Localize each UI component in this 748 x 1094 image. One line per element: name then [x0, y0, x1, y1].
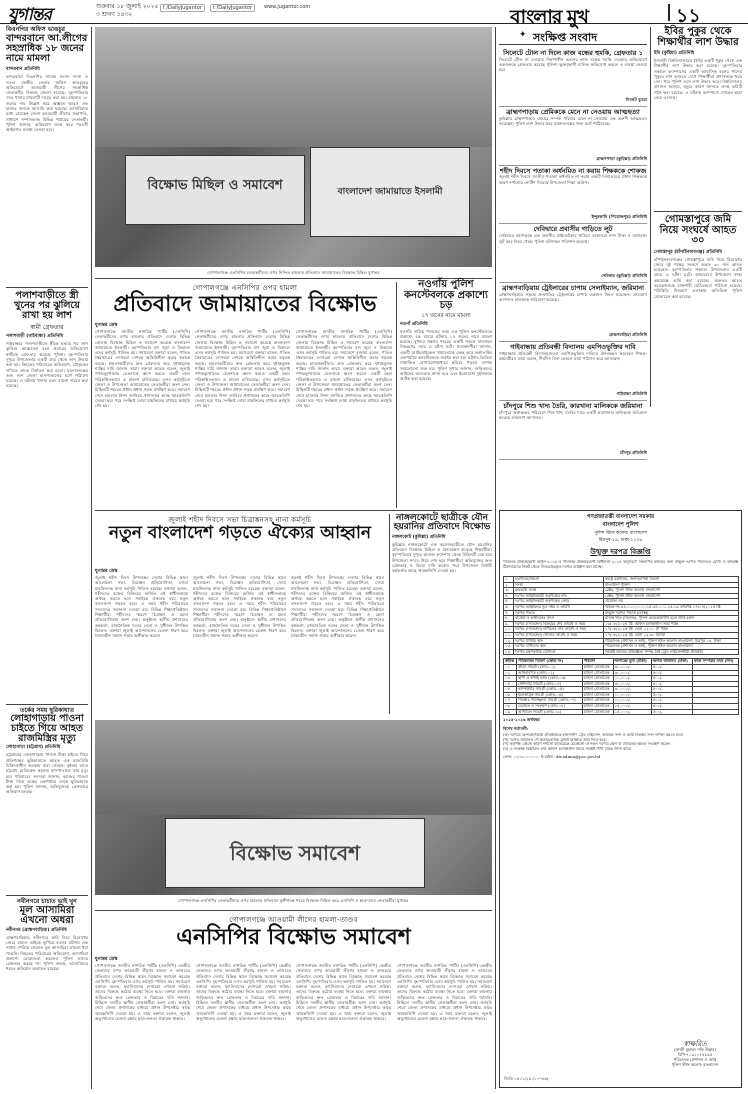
row-value: ১৬/০৮/২০২৫ খ্রি. অফিস চলাকালীন সময় পর্যন্ত	[604, 621, 739, 627]
tender-signature	[655, 1042, 735, 1067]
row-key: দরপত্র পদ্ধতি	[514, 610, 604, 616]
photo-crowd	[95, 720, 492, 815]
package-cell: মেরামত ও সংরক্ষণ (কোড-০৮)	[517, 704, 583, 710]
row-value: রেক্টর, পুলিশ স্টাফ কলেজ বাংলাদেশ	[604, 588, 739, 594]
package-cell: ৫০০/-	[651, 670, 692, 676]
tender-office: পুলিশ স্টাফ কলেজ বাংলাদেশ	[594, 531, 647, 536]
package-header-cell: কাজ সম্পন্নের সময় (দিন)	[693, 659, 739, 665]
package-cell: ক্রীড়া সামগ্রী (কোড-০১)	[517, 664, 583, 670]
tender-note: (খ) দরপত্র জামানত পে-অর্ডার/ব্যাংক ড্রাফট আকারে জমা দিতে হবে।	[503, 737, 607, 742]
brief-headline[interactable]: গাইবান্ধায় প্রতিবন্ধী বিদ্যালয় এমপিওভুক্তির দাবি	[510, 343, 636, 352]
story-body: চট্টগ্রামের লোহাগাড়ায় পাওনা টাকা চাইতে গিয়ে প্রতিপক্ষের ছুরিকাঘাতে আহত এক রাজমিস্ত্রি চিকিৎসাধীন অবস্থায় মারা গেছেন। বুধবার রাতে চট্টগ্রাম মেডিকেল কলেজ হাসপাতালে তার মৃত্যু হয়। পরিবারের সদস্যরা জানান, কাজের পাওনা টাকা নিয়ে তর্কের একপর্যায়ে তাকে ছুরিকাঘাত করা হয়। পুলিশ জানায়, অভিযুক্তকে গ্রেফতারে অভিযান চলছে।	[6, 752, 88, 795]
row-number: ৮.	[504, 616, 514, 622]
story-headline[interactable]: ইবির পুকুর থেকে শিক্ষার্থীর লাশ উদ্ধার	[657, 26, 739, 48]
package-cell: ৩০,০০০/-	[613, 687, 651, 693]
tender-title: উন্মুক্ত দরপত্র বিজ্ঞপ্তি	[590, 547, 651, 556]
row-number: ৯.	[504, 621, 514, 627]
brief-credit: ব্রাহ্মণপাড়া (কুমিল্লা) প্রতিনিধি	[596, 155, 647, 161]
package-header-cell: প্যাকেজের বিবরণ (কোড নং)	[517, 659, 583, 665]
brief-body: কুমিল্লার ব্রাহ্মণপাড়ায় প্রেমের সম্পর্ক পরিবার মেনে না নেওয়ায় এক তরুণী আত্মহত্যা করেছেন। পুলিশ লাশ উদ্ধার করে ময়নাতদন্তের জন্য মর্গে পাঠিয়েছে।	[499, 115, 647, 126]
brief-body: জুলাই শহীদ দিবসে জাতীয় পতাকা অর্ধনমিত না করায় একটি বিদ্যালয়ের প্রধান শিক্ষককে কারণ দর্শানোর নোটিশ দিয়েছে উপজেলা শিক্ষা অফিস।	[499, 174, 647, 185]
divider	[6, 895, 88, 896]
brief-item[interactable]	[499, 224, 647, 283]
story-headline[interactable]: পলাশবাড়ীতে স্ত্রী খুনের পর ঝুলিয়ে রাখা হয় লাশ	[14, 290, 80, 322]
package-cell: চাহিদা মোতাবেক	[582, 664, 613, 670]
tender-note: (ক) দরপত্রে অংশগ্রহণকারী প্রতিষ্ঠানকে হালনাগাদ ট্রেড লাইসেন্স, আয়কর সনদ ও ভ্যাট নিবন্ধন সনদ দাখিল করতে হবে।	[503, 733, 683, 738]
brief-item[interactable]	[499, 401, 647, 460]
brief-item[interactable]	[499, 48, 647, 107]
story2-body-col3: জুলাই শহীদ দিবস উপলক্ষ্যে দেশের বিভিন্ন স্থানে আলোচনা সভা, চিত্রাঙ্কন প্রতিযোগিতা, দোয়া মাহফিলসহ নানা কর্মসূচি পালিত হয়েছে। বক্তারা বলেন, শহীদদের রক্তের বিনিময়ে অর্জিত এই স্বাধীনতাকে অর্থবহ করতে হলে সবাইকে ঐক্যবদ্ধ হয়ে নতুন বাংলাদেশ গড়তে হবে। এ সময় শহীদ পরিবারের সদস্যদের সম্মাননা দেওয়া হয়। বিভিন্ন শিক্ষাপ্রতিষ্ঠানে শিক্ষার্থীরা শহীদদের স্মরণে চিত্রাঙ্কন ও রচনা প্রতিযোগিতায় অংশ নেয়। অনুষ্ঠানে স্থানীয় প্রশাসনের কর্মকর্তা, রাজনৈতিক দলের নেতা ও সুধীজন উপস্থিত ছিলেন। বক্তারা জুলাই আন্দোলনের চেতনা ধারণ করে বৈষম্যহীন সমাজ গড়ার অঙ্গীকার করেন।	[291, 575, 384, 639]
lead2-body-col2: গোপালগঞ্জে জাতীয় নাগরিক পার্টির (এনসিপি) কেন্দ্রীয় নেতাদের ওপর আওয়ামী লীগের হামলা ও তাণ্ডবের প্রতিবাদে দেশের বিভিন্ন স্থানে বিক্ষোভ সমাবেশ করেছে এনসিপি। বৃহস্পতিবার এসব কর্মসূচি পালিত হয়। সমাবেশে বক্তারা বলেন, ফ্যাসিবাদের দোসররা এখনো সক্রিয়। তাদের বিরুদ্ধে কঠোর ব্যবস্থা নিতে হবে। বক্তারা হামলায় জড়িতদের দ্রুত গ্রেফতার ও বিচারের দাবি জানান। মিছিলে দলটির স্থানীয় নেতাকর্মীরা অংশ নেন। কর্মসূচি শেষে জেলা প্রশাসকের মাধ্যমে প্রধান উপদেষ্টার কাছে স্মারকলিপি দেওয়া হয়। এ সময় বক্তারা বলেন, জুলাই অভ্যুত্থানের চেতনা রক্ষায় ছাত্র-জনতা ঐক্যবদ্ধ থাকবে।	[196, 963, 291, 1021]
package-cell: ইলেকট্রিক সামগ্রী (কোড-০৬)	[517, 692, 583, 698]
signer-title: পরিচালক (প্রশাসন ও অর্থ)	[673, 1057, 717, 1062]
story-body: চাঁপাইনবাবগঞ্জের গোমস্তাপুরে জমি নিয়ে বিরোধের জেরে দুই পক্ষের সংঘর্ষে অন্তত ৩০ জন আহত হয়েছেন। বৃহস্পতিবার সকালে উপজেলার একটি গ্রামে এ ঘটনা ঘটে। আহতদের উপজেলা স্বাস্থ্য কমপ্লেক্সে ভর্তি করা হয়েছে। গুরুতর আহত কয়েকজনকে রাজশাহী মেডিকেলে পাঠানো হয়েছে। পরিস্থিতি নিয়ন্ত্রণে এলাকায় অতিরিক্ত পুলিশ মোতায়েন করা হয়েছে।	[654, 256, 742, 299]
row-value: বাংলাদেশ পুলিশ	[604, 582, 739, 588]
brief-headline[interactable]: ব্রাহ্মণবাড়িয়ায় ট্রেইলারের চাপায় সেলাইম্যান, জরিমানা	[501, 284, 645, 293]
package-cell	[693, 709, 739, 715]
brief-headline[interactable]: সিলেটে টোল না দিলে কাজ বন্ধের হুমকি, গ্রেফতার ১	[503, 49, 643, 57]
story-body: কুমিল্লার নাঙ্গলকোটে এক কলেজছাত্রীকে যৌন হয়রানির প্রতিবাদে বিক্ষোভ মিছিল ও মানববন্ধন করেছে শিক্ষার্থীরা। বৃহস্পতিবার দুপুরে কলেজ ক্যাম্পাস থেকে মিছিলটি বের হয়ে উপজেলা সদরে গিয়ে শেষ হয়। শিক্ষার্থীরা অভিযুক্তের দ্রুত গ্রেফতার ও বিচার দাবি করেন। পরে উপজেলা নির্বাহী কর্মকর্তার কাছে স্মারকলিপি দেওয়া হয়।	[392, 541, 492, 574]
story-headline[interactable]: গোমস্তাপুরে জমি নিয়ে সংঘর্ষে আহত ৩০	[659, 214, 737, 246]
brief-headline[interactable]: দেবিদ্বারে প্রবাসীর গাড়িতে লুট	[533, 225, 613, 234]
divider	[95, 510, 492, 511]
brief-items	[499, 48, 647, 460]
story-byline: ইবি (কুষ্টিয়া) প্রতিনিধি	[654, 51, 695, 56]
newspaper-logo: যুগান্তর	[8, 5, 51, 25]
photo-caption: গোপালগঞ্জে এনসিপির নেতাকর্মীদের ওপর হামলার প্রতিবাদে মুন্সীগঞ্জে শহরে বিক্ষোভ মিছিল করে এনসিপি ও ছাত্রদলের নেতাকর্মীরা যুগান্তর	[178, 898, 409, 903]
package-cell: ০৩	[504, 676, 517, 682]
row-value: রাজস্ব খাত (জিওবি), পুলিশ হেডকোয়ার্টার্স হতে প্রাপ্ত বরাদ্দ	[604, 616, 739, 622]
row-key: দরপত্র আহ্বানের সূত্র নম্বর ও তারিখ	[514, 604, 604, 610]
row-value: রেক্টর, পুলিশ স্টাফ কলেজ বাংলাদেশ	[604, 593, 739, 599]
row-key: দরপত্র (সিডিউল) বিক্রয়ের শেষ তারিখ ও সময়	[514, 621, 604, 627]
facebook-icon: f	[163, 5, 167, 11]
row-value: পরিচালক (প্রশাসন ও অর্থ), পুলিশ স্টাফ কলেজ বাংলাদেশ, মিরপুর-১৪, ঢাকা	[604, 638, 739, 644]
row-value: ১৭/০৮/২০২৫ খ্রি. বেলা ১২:০০ টা পর্যন্ত	[604, 627, 739, 633]
story-byline: লোহাগাড়া (চট্টগ্রাম) প্রতিনিধি	[6, 745, 61, 751]
divider	[6, 287, 88, 288]
page-number: ১১	[676, 5, 701, 27]
package-cell: ১০,০০০/-	[613, 698, 651, 704]
story-byline: যুগান্তর ডেস্ক	[95, 323, 118, 328]
tender-notice	[499, 510, 742, 1088]
row-number: ১২.	[504, 638, 514, 644]
package-cell: স্টেশনারি সামগ্রী (কোড-০৪)	[517, 681, 583, 687]
story-headline[interactable]: নওগাঁয় পুলিশ কনস্টেবলকে প্রকাশ্যে চড়	[404, 279, 488, 311]
brief-item[interactable]	[499, 166, 647, 225]
row-number: ১৩.	[504, 644, 514, 650]
package-header-cell: ক্রমিক	[504, 659, 517, 665]
tender-org: বাংলাদেশ পুলিশ	[602, 522, 639, 528]
package-cell: চাহিদা মোতাবেক	[582, 687, 613, 693]
photo-banner: বিক্ষোভ মিছিল ও সমাবেশ	[125, 155, 305, 225]
tender-intro: পাবলিক প্রকিউরমেন্ট আইন-২০০৬ ও পাবলিক প্রকিউরমেন্ট বিধিমালা-২০২৫ অনুসরণে নিম্নবর্ণিত কাজের জন্য উন্মুক্ত দরপত্র পদ্ধতিতে যোগ্য ও অভিজ্ঞ ঠিকাদারদের নিকট থেকে সিলমোহরকৃত দরপত্র আহ্বান করা যাচ্ছে।	[503, 560, 738, 569]
tender-notes-title: বিশেষ শর্তাবলী:	[503, 726, 529, 732]
lead-body-col3: গোপালগঞ্জে জাতীয় নাগরিক পার্টির (এনসিপি) নেতাকর্মীদের ওপর হামলার প্রতিবাদে দেশের বিভিন্ন জেলায় বিক্ষোভ মিছিল ও সমাবেশ করেছে বাংলাদেশ জামায়াতে ইসলামী। বৃহস্পতিবার বাদ জুমা ও বিকালে এসব কর্মসূচি পালিত হয়। সমাবেশে বক্তারা বলেন, পতিত স্বৈরাচারের দোসররা দেশকে অস্থিতিশীল করার ষড়যন্ত্র করছে। হামলাকারীদের দ্রুত গ্রেফতার করে দৃষ্টান্তমূলক শাস্তির দাবি জানান তারা। বক্তারা আরও বলেন, জুলাই গণঅভ্যুত্থানের চেতনাকে ধ্বংস করতে একটি মহল পরিকল্পিতভাবে এ হামলা চালিয়েছে। এসব কর্মসূচিতে জেলা ও উপজেলা জামায়াতের নেতাকর্মীরা অংশ নেন। মিছিলটি শহরের প্রধান প্রধান সড়ক প্রদক্ষিণ করে। সমাবেশ শেষে হামলার নিন্দা জানিয়ে প্রশাসনের কাছে স্মারকলিপি দেওয়া হয়। পরে সংক্ষিপ্ত দোয়া মাহফিলের মাধ্যমে কর্মসূচি শেষ হয়।	[296, 329, 392, 409]
package-cell: ৫০০/-	[651, 704, 692, 710]
story-byline: নওগাঁ প্রতিনিধি	[400, 321, 428, 327]
story-byline: যুগান্তর ডেস্ক	[95, 569, 118, 574]
row-value: স্বরাষ্ট্র মন্ত্রণালয়, জননিরাপত্তা বিভাগ	[604, 577, 739, 583]
package-header-cell: পরিমাণ	[582, 659, 613, 665]
mid-column	[400, 280, 492, 510]
brief-list	[499, 48, 647, 508]
lead2-body-col3: গোপালগঞ্জে জাতীয় নাগরিক পার্টির (এনসিপি) কেন্দ্রীয় নেতাদের ওপর আওয়ামী লীগের হামলা ও তাণ্ডবের প্রতিবাদে দেশের বিভিন্ন স্থানে বিক্ষোভ সমাবেশ করেছে এনসিপি। বৃহস্পতিবার এসব কর্মসূচি পালিত হয়। সমাবেশে বক্তারা বলেন, ফ্যাসিবাদের দোসররা এখনো সক্রিয়। তাদের বিরুদ্ধে কঠোর ব্যবস্থা নিতে হবে। বক্তারা হামলায় জড়িতদের দ্রুত গ্রেফতার ও বিচারের দাবি জানান। মিছিলে দলটির স্থানীয় নেতাকর্মীরা অংশ নেন। কর্মসূচি শেষে জেলা প্রশাসকের মাধ্যমে প্রধান উপদেষ্টার কাছে স্মারকলিপি দেওয়া হয়। এ সময় বক্তারা বলেন, জুলাই অভ্যুত্থানের চেতনা রক্ষায় ছাত্র-জনতা ঐক্যবদ্ধ থাকবে।	[296, 963, 391, 1021]
tender-info-row	[504, 649, 739, 655]
lead2-body-col4: গোপালগঞ্জে জাতীয় নাগরিক পার্টির (এনসিপি) কেন্দ্রীয় নেতাদের ওপর আওয়ামী লীগের হামলা ও তাণ্ডবের প্রতিবাদে দেশের বিভিন্ন স্থানে বিক্ষোভ সমাবেশ করেছে এনসিপি। বৃহস্পতিবার এসব কর্মসূচি পালিত হয়। সমাবেশে বক্তারা বলেন, ফ্যাসিবাদের দোসররা এখনো সক্রিয়। তাদের বিরুদ্ধে কঠোর ব্যবস্থা নিতে হবে। বক্তারা হামলায় জড়িতদের দ্রুত গ্রেফতার ও বিচারের দাবি জানান। মিছিলে দলটির স্থানীয় নেতাকর্মীরা অংশ নেন। কর্মসূচি শেষে জেলা প্রশাসকের মাধ্যমে প্রধান উপদেষ্টার কাছে স্মারকলিপি দেওয়া হয়। এ সময় বক্তারা বলেন, জুলাই অভ্যুত্থানের চেতনা রক্ষায় ছাত্র-জনতা ঐক্যবদ্ধ থাকবে।	[397, 963, 492, 1021]
story-kicker: তর্কের সময় ছুরিকাঘাত	[20, 707, 74, 715]
column-rule	[91, 27, 92, 1089]
divider	[6, 704, 88, 705]
story-byline: যুগান্তর ডেস্ক	[95, 957, 118, 962]
photo-banner: বিক্ষোভ সমাবেশ	[165, 818, 425, 888]
brief-credit: দেবিদ্বার (কুমিল্লা) প্রতিনিধি	[601, 273, 647, 279]
website-link[interactable]: www.jugantor.com	[264, 4, 311, 10]
row-key: দরপত্র দাখিলের স্থান	[514, 644, 604, 650]
story-kicker: নবীনগরে চাচাত ভাই খুন	[17, 898, 77, 906]
story-body: ইসলামী বিশ্ববিদ্যালয়ের (ইবি) একটি পুকুর থেকে এক শিক্ষার্থীর লাশ উদ্ধার করা হয়েছে। বৃহস্পতিবার সকালে ক্যাম্পাসের একটি আবাসিক হলের পাশের পুকুরে লাশ ভাসতে দেখে শিক্ষার্থীরা প্রশাসনকে খবর দেন। পরে পুলিশ এসে লাশ উদ্ধার করে। বিশ্ববিদ্যালয় প্রশাসন জানায়, মৃত্যুর কারণ জানতে তদন্ত কমিটি গঠন করা হয়েছে। এ ঘটনায় ক্যাম্পাসে শোকের ছায়া নেমে এসেছে।	[654, 58, 742, 101]
brief-body: দেবিদ্বারে মহাসড়কে এক প্রবাসীর প্রাইভেটকার থামিয়ে ডাকাতরা নগদ টাকা ও মালামাল লুট করে নিয়ে গেছে। পুলিশ ঘটনাস্থল পরিদর্শন করেছে।	[499, 233, 647, 244]
tender-package-table	[503, 658, 739, 715]
row-value: উন্মুক্ত দরপত্র পদ্ধতি (OTM)	[604, 610, 739, 616]
row-number: ৫.	[504, 599, 514, 605]
brief-credit: সিলেট ব্যুরো	[625, 96, 647, 102]
brief-body: ব্রাহ্মণবাড়িয়ায় সড়কে দ্রুতগতির ট্রেইলারের চাপায় একজন নিহত হয়েছেন। ভ্রাম্যমাণ আদালত চালককে জরিমানা করেছে।	[499, 292, 647, 303]
brief-icon: ✦	[519, 30, 527, 40]
row-number: ১০.	[504, 627, 514, 633]
package-cell: চাহিদা মোতাবেক	[582, 670, 613, 676]
tender-notes	[503, 733, 738, 751]
package-cell: ১৫,০০০/-	[613, 704, 651, 710]
lead-photo[interactable]	[95, 27, 492, 267]
row-number: ২.	[504, 582, 514, 588]
package-cell: ০৭	[504, 698, 517, 704]
story-body: নওগাঁয় দায়িত্ব পালনের সময় এক পুলিশ কনস্টেবলকে প্রকাশ্যে চড় মারার ঘটনায় ১৭ জনের নামে মামলা হয়েছে। বুধবার সন্ধ্যায় শহরের একটি সড়কে যানবাহন নিয়ন্ত্রণের সময় এ ঘটনা ঘটে। প্রত্যক্ষদর্শীরা জানান, একটি মোটরসাইকেল থামানোকে কেন্দ্র করে তর্কাতর্কির একপর্যায়ে কনস্টেবলকে মারধর করা হয়। ঘটনার ভিডিও সামাজিক যোগাযোগমাধ্যমে ছড়িয়ে পড়লে ব্যাপক সমালোচনা শুরু হয়। পুলিশ সুপার জানান, জড়িতদের আইনের আওতায় আনা হবে এবং ইতোমধ্যে দুইজনকে আটক করা হয়েছে।	[400, 328, 492, 382]
package-cell: ৫০০/-	[651, 692, 692, 698]
lead-body-col1: গোপালগঞ্জে জাতীয় নাগরিক পার্টির (এনসিপি) নেতাকর্মীদের ওপর হামলার প্রতিবাদে দেশের বিভিন্ন জেলায় বিক্ষোভ মিছিল ও সমাবেশ করেছে বাংলাদেশ জামায়াতে ইসলামী। বৃহস্পতিবার বাদ জুমা ও বিকালে এসব কর্মসূচি পালিত হয়। সমাবেশে বক্তারা বলেন, পতিত স্বৈরাচারের দোসররা দেশকে অস্থিতিশীল করার ষড়যন্ত্র করছে। হামলাকারীদের দ্রুত গ্রেফতার করে দৃষ্টান্তমূলক শাস্তির দাবি জানান তারা। বক্তারা আরও বলেন, জুলাই গণঅভ্যুত্থানের চেতনাকে ধ্বংস করতে একটি মহল পরিকল্পিতভাবে এ হামলা চালিয়েছে। এসব কর্মসূচিতে জেলা ও উপজেলা জামায়াতের নেতাকর্মীরা অংশ নেন। মিছিলটি শহরের প্রধান প্রধান সড়ক প্রদক্ষিণ করে। সমাবেশ শেষে হামলার নিন্দা জানিয়ে প্রশাসনের কাছে স্মারকলিপি দেওয়া হয়। পরে সংক্ষিপ্ত দোয়া মাহফিলের মাধ্যমে কর্মসূচি শেষ হয়।	[95, 329, 190, 409]
divider	[95, 910, 492, 911]
package-cell: কম্পিউটার সামগ্রী (কোড-০৫)	[517, 687, 583, 693]
nangalkot-story	[392, 514, 492, 714]
story-headline[interactable]: নতুন বাংলাদেশ গড়তে ঐক্যের আহ্বান	[108, 523, 372, 543]
date-gregorian: শুক্রবার ১৮ জুলাই ২০২৫	[96, 3, 159, 10]
story-headline[interactable]: মূল আসামিরা এখনো অধরা	[19, 904, 75, 927]
row-value: পরিচালক (প্রশাসন ও অর্থ), পুলিশ স্টাফ কলেজ বাংলাদেশ	[604, 644, 739, 650]
package-cell: ০১	[504, 664, 517, 670]
story-headline[interactable]: নাঙ্গলকোটে ছাত্রীকে যৌন হয়রানির প্রতিবাদে বিক্ষোভ	[393, 513, 491, 533]
tender-fy: ২০২৫-২০২৬ অর্থবছর	[503, 717, 540, 723]
package-cell: ছাপা ও বাঁধাই কাজ (কোড-০৩)	[517, 676, 583, 682]
row-key: দরপত্র (সিডিউল) দাখিলের শেষ তারিখ ও সময়	[514, 627, 604, 633]
package-cell: ০৫	[504, 687, 517, 693]
package-cell: আপ্যায়ন সামগ্রী (কোড-০৯)	[517, 709, 583, 715]
tender-info-table	[503, 576, 739, 655]
package-cell: ৫০০/-	[651, 664, 692, 670]
story-kicker: জুলাই শহীদ দিবসে সভা চিত্রাঙ্কনসহ নানা কর্মসূচি	[168, 516, 312, 524]
row-number: ১৪.	[504, 649, 514, 655]
row-number: ১১.	[504, 632, 514, 638]
column-rule	[650, 27, 651, 407]
row-number: ৪.	[504, 593, 514, 599]
brief-body: গাইবান্ধায় প্রতিবন্ধী বিদ্যালয়গুলো এমপিওভুক্তির দাবিতে মানববন্ধন করেছেন শিক্ষক-কর্মচারীরা। তারা বলেন, দীর্ঘদিন বিনা বেতনে তারা পাঠদান করে আসছেন।	[499, 350, 647, 362]
story2-body-col2: জুলাই শহীদ দিবস উপলক্ষ্যে দেশের বিভিন্ন স্থানে আলোচনা সভা, চিত্রাঙ্কন প্রতিযোগিতা, দোয়া মাহফিলসহ নানা কর্মসূচি পালিত হয়েছে। বক্তারা বলেন, শহীদদের রক্তের বিনিময়ে অর্জিত এই স্বাধীনতাকে অর্থবহ করতে হলে সবাইকে ঐক্যবদ্ধ হয়ে নতুন বাংলাদেশ গড়তে হবে। এ সময় শহীদ পরিবারের সদস্যদের সম্মাননা দেওয়া হয়। বিভিন্ন শিক্ষাপ্রতিষ্ঠানে শিক্ষার্থীরা শহীদদের স্মরণে চিত্রাঙ্কন ও রচনা প্রতিযোগিতায় অংশ নেয়। অনুষ্ঠানে স্থানীয় প্রশাসনের কর্মকর্তা, রাজনৈতিক দলের নেতা ও সুধীজন উপস্থিত ছিলেন। বক্তারা জুলাই আন্দোলনের চেতনা ধারণ করে বৈষম্যহীন সমাজ গড়ার অঙ্গীকার করেন।	[193, 575, 286, 639]
story-kicker: গোপালগঞ্জে আওয়ামী লীগের হামলা-তাণ্ডব	[229, 916, 358, 924]
story-byline: গোমস্তাপুর (চাঁপাইনবাবগঞ্জ) প্রতিনিধি	[654, 249, 722, 255]
tender-address: মিরপুর-১৪, ঢাকা-১২০৬	[598, 538, 643, 543]
row-number: ১.	[504, 577, 514, 583]
signature-image: স্বাক্ষরিত	[683, 1040, 707, 1048]
row-key: দরপত্র গ্রহণকারীর যোগ্যতা	[514, 649, 604, 655]
signer-name: (কাজী মুহাম্মদ শফি উল্লাহ)	[674, 1047, 716, 1052]
row-number: ৬.	[504, 604, 514, 610]
twitter-link[interactable]: t /DailyJugantor	[210, 4, 255, 12]
twitter-icon: t	[213, 5, 217, 11]
section-title: বাংলার মুখ	[510, 6, 589, 28]
brief-credit: ব্রাহ্মণবাড়িয়া প্রতিনিধি	[609, 332, 647, 338]
package-cell: ০৪	[504, 681, 517, 687]
row-key: দরপত্র (সিডিউল) খোলার তারিখ ও সময়	[514, 632, 604, 638]
package-cell: ০৮	[504, 704, 517, 710]
story-subhead: ১৭ জনের নামে মামলা	[421, 312, 471, 319]
row-number: ৭.	[504, 610, 514, 616]
package-cell: চাহিদা মোতাবেক	[582, 698, 613, 704]
row-number: ৩.	[504, 588, 514, 594]
row-value: সংশ্লিষ্ট কাজের অভিজ্ঞতা সম্পন্ন বৈধ ট্রেড লাইসেন্সধারী প্রতিষ্ঠান	[604, 649, 739, 655]
package-cell: ৫০০/-	[651, 687, 692, 693]
brief-item[interactable]	[499, 283, 647, 342]
second-photo[interactable]	[95, 720, 492, 895]
story-body: বান্দরবানে বিএনপির সাবেক সংসদ সদস্য ও দলের কেন্দ্রীয় নেতার অফিস ভাঙচুরের অভিযোগে আওয়ামী লীগের সহস্রাধিক নেতাকর্মীর বিরুদ্ধে মামলা হয়েছে। বৃহস্পতিবার সদর থানায় মামলাটি দায়ের করা হয়। মামলায় ১৮ জনের নাম উল্লেখ করে অজ্ঞাত আরও এক হাজার জনকে আসামি করা হয়েছে। আসামিদের মধ্যে রয়েছেন জেলা আওয়ামী লীগের সভাপতি, সাধারণ সম্পাদকসহ বিভিন্ন পর্যায়ের নেতাকর্মী। পুলিশ জানায়, অভিযোগ তদন্ত করে পরবর্তী আইনগত ব্যবস্থা নেওয়া হবে।	[6, 74, 88, 133]
brief-headline[interactable]: শহীদ দিবসে পতাকা অর্ধনমিত না করায় শিক্ষককে শোকজ	[499, 166, 647, 175]
lead2-body-col1: গোপালগঞ্জে জাতীয় নাগরিক পার্টির (এনসিপি) কেন্দ্রীয় নেতাদের ওপর আওয়ামী লীগের হামলা ও তাণ্ডবের প্রতিবাদে দেশের বিভিন্ন স্থানে বিক্ষোভ সমাবেশ করেছে এনসিপি। বৃহস্পতিবার এসব কর্মসূচি পালিত হয়। সমাবেশে বক্তারা বলেন, ফ্যাসিবাদের দোসররা এখনো সক্রিয়। তাদের বিরুদ্ধে কঠোর ব্যবস্থা নিতে হবে। বক্তারা হামলায় জড়িতদের দ্রুত গ্রেফতার ও বিচারের দাবি জানান। মিছিলে দলটির স্থানীয় নেতাকর্মীরা অংশ নেন। কর্মসূচি শেষে জেলা প্রশাসকের মাধ্যমে প্রধান উপদেষ্টার কাছে স্মারকলিপি দেওয়া হয়। এ সময় বক্তারা বলেন, জুলাই অভ্যুত্থানের চেতনা রক্ষায় ছাত্র-জনতা ঐক্যবদ্ধ থাকবে।	[95, 963, 190, 1021]
right-column	[654, 27, 742, 407]
tender-note: (ঘ) এ সংক্রান্ত বিস্তারিত তথ্য অফিস চলাকালীন সময়ে সংশ্লিষ্ট শাখা থেকে জানা যাবে।	[503, 747, 632, 752]
story-byline: বান্দরবান প্রতিনিধি	[6, 67, 40, 73]
lead2-headline[interactable]: এনসিপির বিক্ষোভ সমাবেশ	[176, 924, 411, 950]
story-byline: নবীনগর (ব্রাহ্মণবাড়িয়া) প্রতিনিধি	[6, 927, 67, 933]
story-byline: পলাশবাড়ী (গাইবান্ধা) প্রতিনিধি	[6, 334, 64, 340]
brief-headline[interactable]: চাঁদপুরে শিশু খাদ্য তৈরি, কারখানা মালিককে জরিমানা	[503, 401, 643, 410]
brief-credit: চাঁদপুর প্রতিনিধি	[620, 449, 647, 455]
row-key: মন্ত্রণালয়/বিভাগ	[514, 577, 604, 583]
photo-crowd	[95, 27, 492, 147]
photo-caption: গোপালগঞ্জে এনসিপির নেতাকর্মীদের ওপর নিন্দিত হামলার প্রতিবাদে জামায়াতের বিক্ষোভ মিছিল যুগান্তর	[207, 270, 380, 275]
row-value: ১৭/০৮/২০২৫ খ্রি. বেলা ১২:৩০ মিনিট	[604, 632, 739, 638]
package-cell: চাহিদা মোতাবেক	[582, 692, 613, 698]
story-body: ব্রাহ্মণবাড়িয়ার নবীনগরে জমি নিয়ে বিরোধের জেরে চাচাত ভাইকে কুপিয়ে হত্যার ঘটনায় এক সপ্তাহ পেরিয়ে গেলেও মূল আসামিরা এখনো ধরা পড়েনি। নিহতের পরিবারের অভিযোগ, আসামিরা প্রকাশ্যে ঘোরাফেরা করলেও পুলিশ তাদের গ্রেফতার করছে না। পুলিশ বলছে, আসামিদের ধরতে অভিযান অব্যাহত রয়েছে।	[6, 934, 88, 972]
facebook-link[interactable]: f /DailyJugantor	[160, 4, 205, 12]
brief-item[interactable]	[499, 342, 647, 401]
package-cell: ৫০০/-	[651, 681, 692, 687]
package-cell: চাহিদা মোতাবেক	[582, 709, 613, 715]
package-cell: ১৫,০০০/-	[613, 709, 651, 715]
row-value: স্মারক নং-৪৪.০১.০০০০.০১৫.৩৭.০০১.২৫-১৯ তারিখঃ ১৭/০৭/২০২৫ খ্রি.	[604, 604, 739, 610]
date-bengali: ৩ শ্রাবণ ১৪৩২	[96, 11, 133, 18]
story2-body-col1: জুলাই শহীদ দিবস উপলক্ষ্যে দেশের বিভিন্ন স্থানে আলোচনা সভা, চিত্রাঙ্কন প্রতিযোগিতা, দোয়া মাহফিলসহ নানা কর্মসূচি পালিত হয়েছে। বক্তারা বলেন, শহীদদের রক্তের বিনিময়ে অর্জিত এই স্বাধীনতাকে অর্থবহ করতে হলে সবাইকে ঐক্যবদ্ধ হয়ে নতুন বাংলাদেশ গড়তে হবে। এ সময় শহীদ পরিবারের সদস্যদের সম্মাননা দেওয়া হয়। বিভিন্ন শিক্ষাপ্রতিষ্ঠানে শিক্ষার্থীরা শহীদদের স্মরণে চিত্রাঙ্কন ও রচনা প্রতিযোগিতায় অংশ নেয়। অনুষ্ঠানে স্থানীয় প্রশাসনের কর্মকর্তা, রাজনৈতিক দলের নেতা ও সুধীজন উপস্থিত ছিলেন। বক্তারা জুলাই আন্দোলনের চেতনা ধারণ করে বৈষম্যহীন সমাজ গড়ার অঙ্গীকার করেন।	[95, 575, 188, 639]
ad-code: জিডি-১৫১১/২৫ (১০"×৬)	[504, 1076, 549, 1081]
row-key: দরপত্র আহ্বানকারী কর্তৃপক্ষের নাম	[514, 593, 604, 599]
row-key: ক্রয়কারী সংস্থা	[514, 588, 604, 594]
brief-credit: ইন্দুরকানি (পিরোজপুর) প্রতিনিধি	[591, 214, 647, 220]
package-cell: পরিষ্কার-পরিচ্ছন্নতা সামগ্রী (কোড-০৭)	[517, 698, 583, 704]
tender-contact: ফোন: ০২-৯০০০০০০, ই-মেইল: dir.admin@psc.gov.bd	[503, 753, 601, 759]
masthead-divider	[668, 4, 670, 21]
row-key: দরপত্র প্রাপ্তির স্থান	[514, 638, 604, 644]
row-key: সংস্থা	[514, 582, 604, 588]
story-subhead: স্বামী গ্রেফতার	[30, 324, 64, 332]
signer-id: বিপি-৭০৯১০৭৪৮৯৫	[677, 1052, 713, 1057]
tender-note: (গ) কর্তৃপক্ষ কোনো কারণ দর্শানো ব্যতিরেকে যেকোনো বা সকল দরপত্র গ্রহণ বা বাতিলের ক্ষমতা সংরক্ষণ করেন।	[503, 742, 671, 747]
story-kicker: বিএনপির অফিস ভাঙচুর	[6, 26, 65, 33]
story-kicker: গোপালগঞ্জে এনসিপির ওপর হামলা	[192, 284, 298, 292]
package-cell: ০২	[504, 670, 517, 676]
package-cell: ৫০০/-	[651, 676, 692, 682]
row-key: বাজেট ও অর্থায়নের উৎস	[514, 616, 604, 622]
package-cell: চাহিদা মোতাবেক	[582, 704, 613, 710]
package-cell: ৩০,০০০/-	[613, 681, 651, 687]
lead-headline[interactable]: প্রতিবাদে জামায়াতের বিক্ষোভ	[113, 291, 377, 317]
package-cell: চাহিদা মোতাবেক	[582, 676, 613, 682]
package-cell: চাহিদা মোতাবেক	[582, 681, 613, 687]
brief-headline[interactable]: ব্রাহ্মণপাড়ায় প্রেমিককে মেনে না নেওয়ায় আত্মহত্যা	[506, 107, 640, 116]
row-key: দরপত্র আহ্বানকারী কর্তৃপক্ষের কোড	[514, 599, 604, 605]
package-header-cell: দরপত্রের মূল্য (টাকা)	[613, 659, 651, 665]
package-cell: ৫০০/-	[651, 698, 692, 704]
lead-body-col2: গোপালগঞ্জে জাতীয় নাগরিক পার্টির (এনসিপি) নেতাকর্মীদের ওপর হামলার প্রতিবাদে দেশের বিভিন্ন জেলায় বিক্ষোভ মিছিল ও সমাবেশ করেছে বাংলাদেশ জামায়াতে ইসলামী। বৃহস্পতিবার বাদ জুমা ও বিকালে এসব কর্মসূচি পালিত হয়। সমাবেশে বক্তারা বলেন, পতিত স্বৈরাচারের দোসররা দেশকে অস্থিতিশীল করার ষড়যন্ত্র করছে। হামলাকারীদের দ্রুত গ্রেফতার করে দৃষ্টান্তমূলক শাস্তির দাবি জানান তারা। বক্তারা আরও বলেন, জুলাই গণঅভ্যুত্থানের চেতনাকে ধ্বংস করতে একটি মহল পরিকল্পিতভাবে এ হামলা চালিয়েছে। এসব কর্মসূচিতে জেলা ও উপজেলা জামায়াতের নেতাকর্মীরা অংশ নেন। মিছিলটি শহরের প্রধান প্রধান সড়ক প্রদক্ষিণ করে। সমাবেশ শেষে হামলার নিন্দা জানিয়ে প্রশাসনের কাছে স্মারকলিপি দেওয়া হয়। পরে সংক্ষিপ্ত দোয়া মাহফিলের মাধ্যমে কর্মসূচি শেষ হয়।	[195, 329, 290, 409]
package-cell: ৩০,০০০/-	[613, 664, 651, 670]
brief-credit: গাইবান্ধা প্রতিনিধি	[616, 390, 647, 396]
story-headline[interactable]: বান্দরবানে আ.লীগের সহস্রাধিক ১৮ জনের নামে মামলা	[6, 33, 88, 65]
story-headline[interactable]: লোহাগাড়ায় পাওনা চাইতে গিয়ে আহত রাজমিস্ত্রির মৃত্যু	[10, 713, 84, 745]
story-byline: নাঙ্গলকোট (কুমিল্লা) প্রতিনিধি	[392, 534, 446, 540]
package-cell: ০৬	[504, 692, 517, 698]
column-rule	[396, 282, 397, 508]
tender-gov: গণপ্রজাতন্ত্রী বাংলাদেশ সরকার	[586, 514, 655, 520]
package-cell: ৩০,০০০/-	[613, 670, 651, 676]
photo-banner: বাংলাদেশ জামায়াতে ইসলামী	[310, 147, 470, 237]
story-body: গাইবান্ধার পলাশবাড়ীতে স্ত্রীকে হত্যার পর লাশ ঝুলিয়ে আত্মহত্যা বলে প্রচারের অভিযোগে স্বামীকে গ্রেফতার করেছে পুলিশ। বৃহস্পতিবার দুপুরে উপজেলার একটি গ্রাম থেকে লাশ উদ্ধার করা হয়। নিহতের পরিবারের অভিযোগ, যৌতুকের দাবিতে তাকে নির্যাতন করা হতো। ময়নাতদন্তের জন্য লাশ জেলা হাসপাতালের মর্গে পাঠানো হয়েছে। এ ঘটনায় থানায় হত্যা মামলা দায়ের করা হয়েছে।	[6, 341, 88, 389]
column-rule	[495, 27, 496, 1089]
signer-org: পুলিশ স্টাফ কলেজ বাংলাদেশ	[671, 1062, 719, 1067]
left-column	[6, 27, 88, 1087]
package-cell: ১০,০০০/-	[613, 676, 651, 682]
row-value: প্রযোজ্য নয়	[604, 599, 739, 605]
brief-body: চাঁদপুরে অস্বাস্থ্যকর পরিবেশে শিশু খাদ্য তৈরির দায়ে একটি কারখানার মালিককে জরিমানা করেছে ভ্রাম্যমাণ আদালত।	[499, 409, 647, 420]
package-cell: ১০,০০০/-	[613, 692, 651, 698]
package-row	[504, 709, 739, 715]
package-cell: আসবাবপত্র (কোড-০২)	[517, 670, 583, 676]
package-cell: ০৯	[504, 709, 517, 715]
package-header-cell: দরপত্র জামানত (টাকা)	[651, 659, 692, 665]
brief-body: সিলেটে টোল না দেওয়ায় নির্মাণাধীন ভবনের কাজ বন্ধের হুমকি দেওয়ার অভিযোগে একজনকে গ্রেফতার করেছে পুলিশ। ভুক্তভোগী মালিক অভিযোগ করলে এ ব্যবস্থা নেওয়া হয়।	[499, 56, 647, 73]
date-line	[96, 3, 158, 19]
package-cell: ৫০০/-	[651, 709, 692, 715]
column-rule	[389, 514, 390, 714]
divider	[654, 211, 742, 212]
brief-header: ✦ সংক্ষিপ্ত সংবাদ	[499, 27, 647, 45]
brief-item[interactable]	[499, 107, 647, 166]
